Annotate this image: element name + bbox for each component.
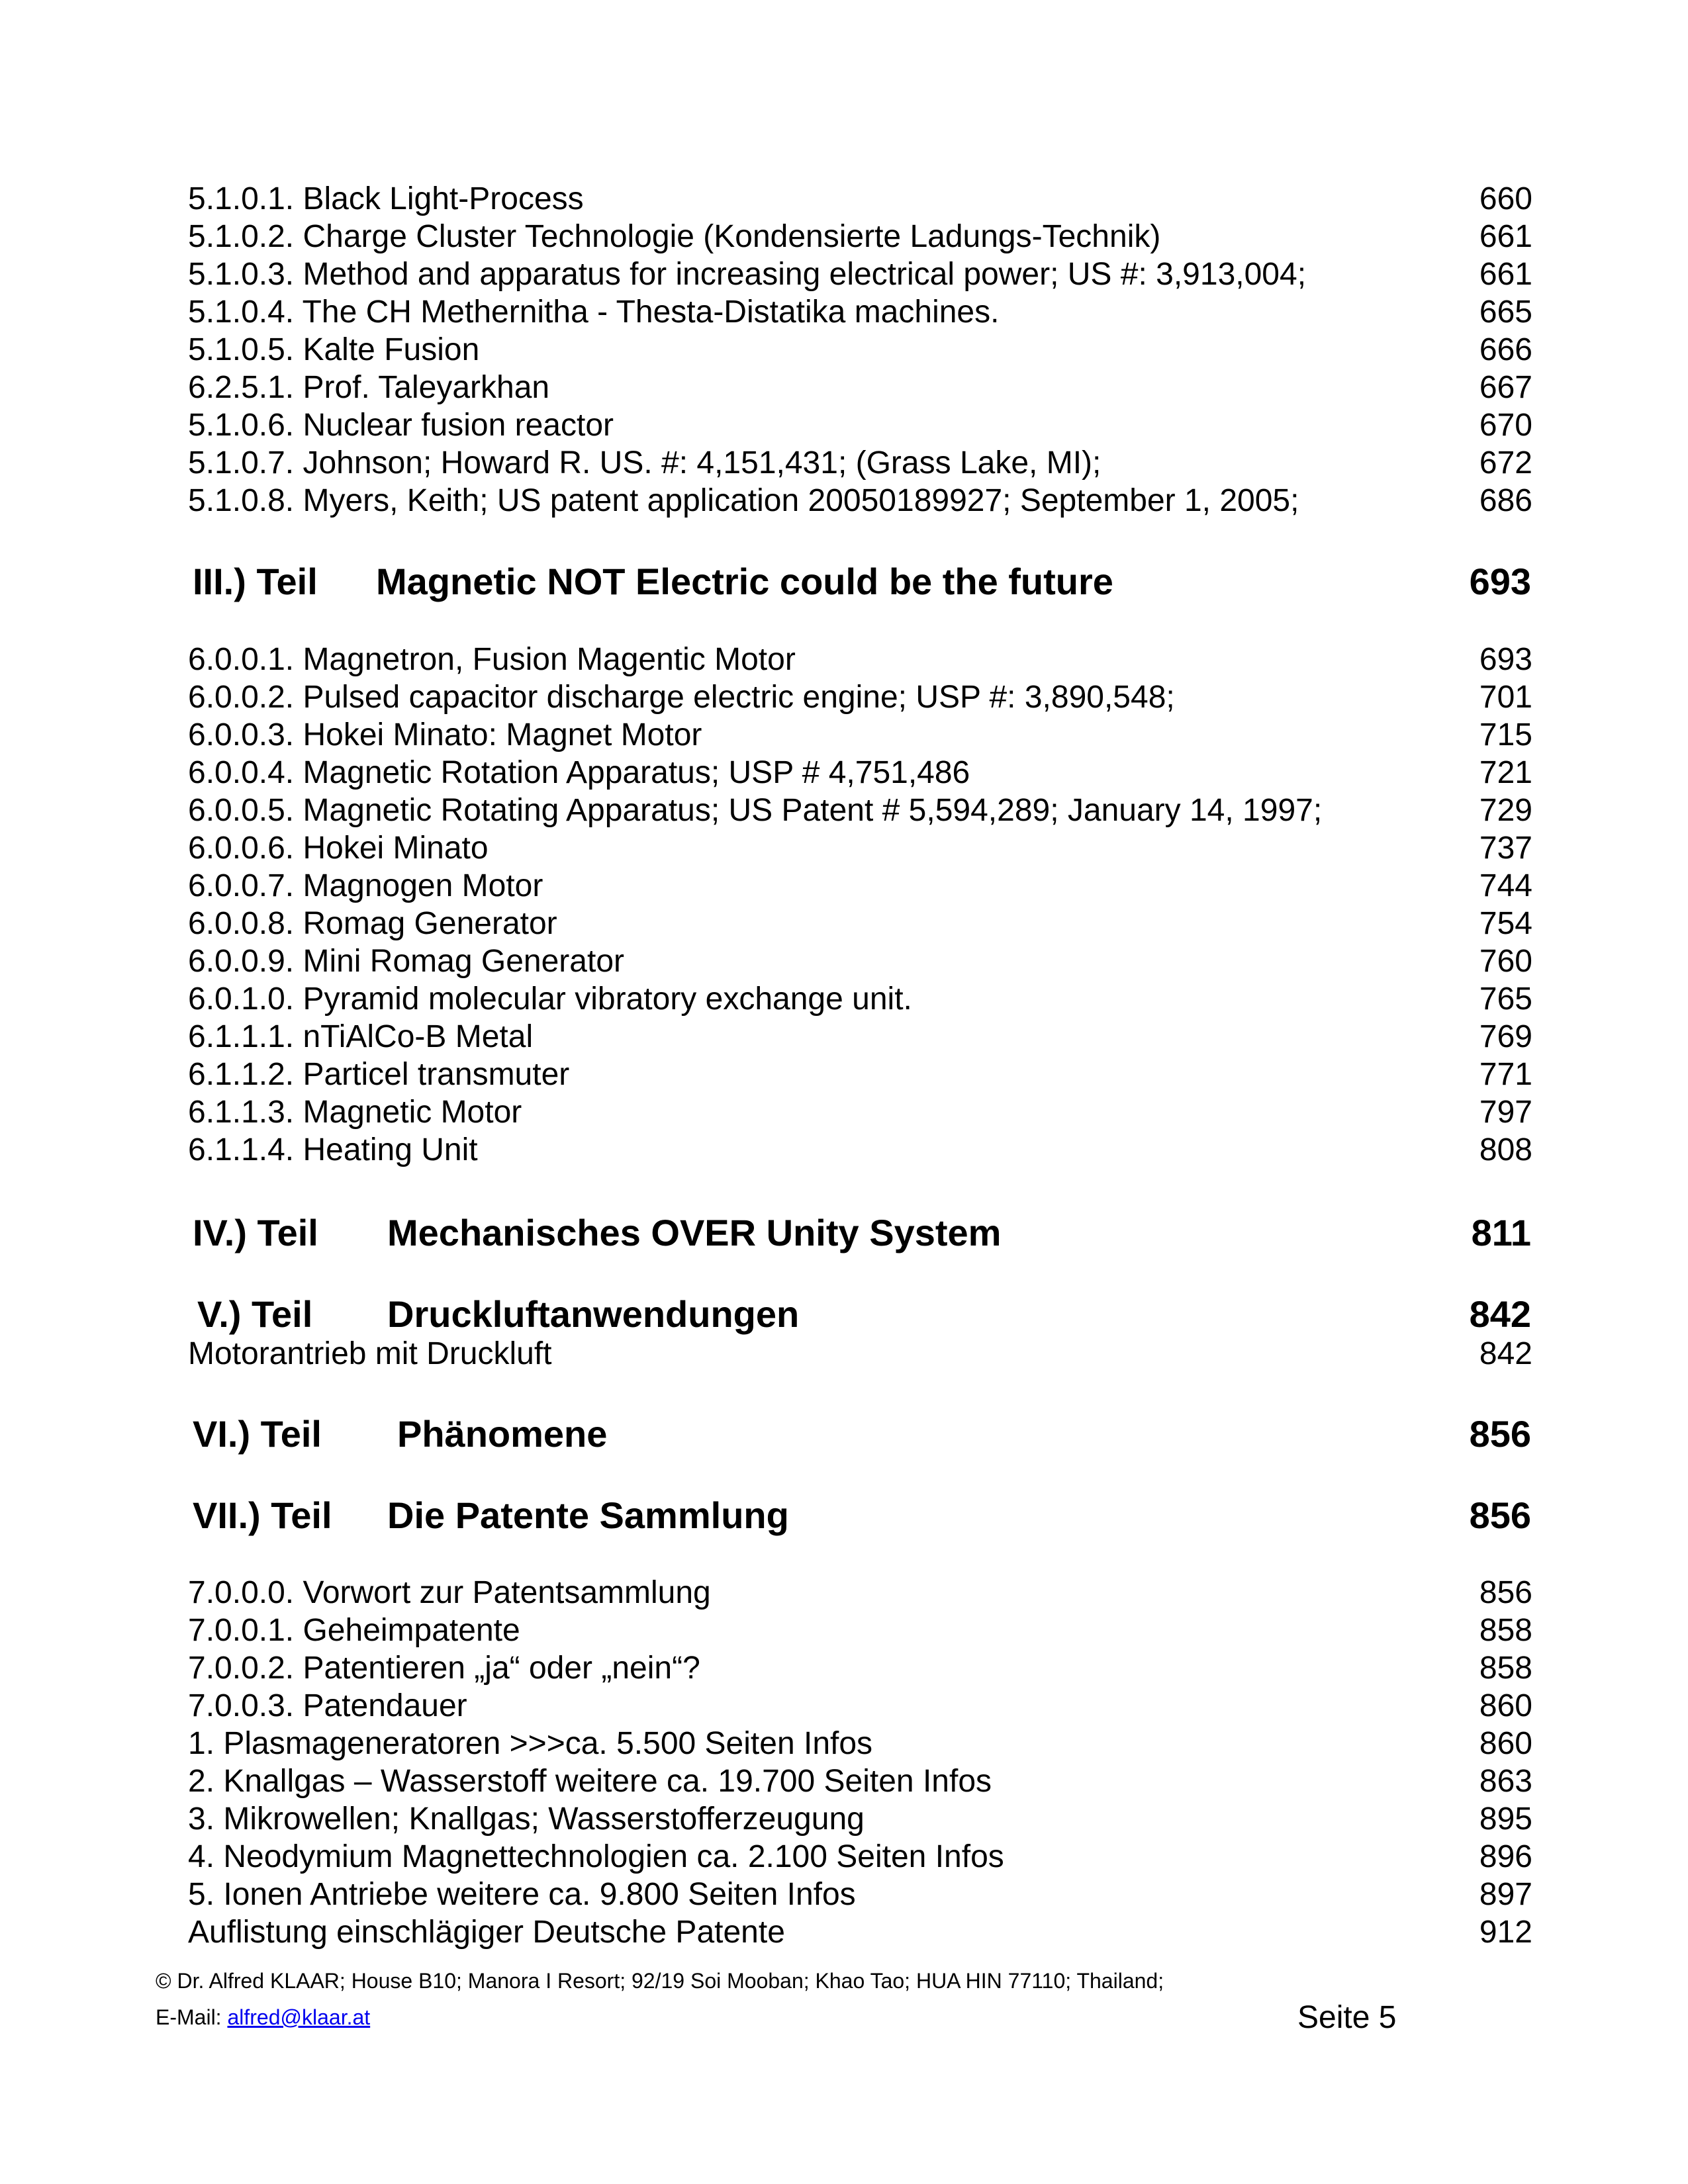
toc-entry-title: 6.1.1.2. Particel transmuter — [188, 1057, 570, 1092]
toc-entry[interactable] — [0, 829, 1688, 868]
toc-entry-page: 858 — [1479, 1651, 1532, 1686]
toc-entry[interactable] — [0, 444, 1688, 482]
page-number: Seite 5 — [1297, 2000, 1397, 2035]
toc-section-heading[interactable] — [0, 1293, 1688, 1336]
section-page: 856 — [1469, 1494, 1531, 1536]
toc-entry-page: 686 — [1479, 483, 1532, 518]
toc-entry[interactable] — [0, 1913, 1688, 1952]
toc-entry-title: 6.0.0.2. Pulsed capacitor discharge electric engine; USP #: 3,890,548; — [188, 680, 1175, 715]
toc-entry-page: 729 — [1479, 793, 1532, 828]
toc-entry-page: 760 — [1479, 944, 1532, 979]
toc-entry[interactable] — [0, 980, 1688, 1019]
toc-entry-page: 667 — [1479, 370, 1532, 405]
toc-entry-page: 808 — [1479, 1132, 1532, 1167]
toc-entry[interactable] — [0, 792, 1688, 830]
toc-entry[interactable] — [0, 1649, 1688, 1688]
section-title: Die Patente Sammlung — [387, 1494, 789, 1536]
toc-entry-page: 769 — [1479, 1019, 1532, 1054]
section-title: Mechanisches OVER Unity System — [387, 1212, 1002, 1253]
toc-entry-title: 6.0.0.7. Magnogen Motor — [188, 868, 543, 903]
toc-entry-page: 715 — [1479, 717, 1532, 752]
toc-section-heading[interactable] — [0, 1412, 1688, 1456]
toc-entry-page: 858 — [1479, 1613, 1532, 1648]
toc-entry[interactable] — [0, 1612, 1688, 1650]
toc-entry-title: 5.1.0.8. Myers, Keith; US patent application 20050189927; September 1, 2005; — [188, 483, 1299, 518]
toc-entry[interactable] — [0, 1093, 1688, 1132]
toc-entry-page: 660 — [1479, 181, 1532, 216]
toc-entry-title: 6.0.0.9. Mini Romag Generator — [188, 944, 624, 979]
toc-entry-title: 6.0.0.4. Magnetic Rotation Apparatus; USP # 4,751,486 — [188, 755, 970, 790]
toc-entry-page: 661 — [1479, 219, 1532, 254]
section-title: Druckluftanwendungen — [387, 1293, 800, 1335]
toc-entry-page: 721 — [1479, 755, 1532, 790]
toc-entry-title: 7.0.0.0. Vorwort zur Patentsammlung — [188, 1575, 711, 1610]
section-title: Magnetic NOT Electric could be the future — [376, 561, 1113, 602]
footer-email-line — [156, 2004, 370, 2030]
toc-entry[interactable] — [0, 867, 1688, 905]
toc-entry-title: Motorantrieb mit Druckluft — [188, 1336, 552, 1371]
toc-entry-title: 7.0.0.1. Geheimpatente — [188, 1613, 520, 1648]
toc-entry-page: 665 — [1479, 295, 1532, 330]
toc-entry-title: 6.0.1.0. Pyramid molecular vibratory exchange unit. — [188, 981, 912, 1017]
section-page: 811 — [1471, 1212, 1531, 1253]
toc-entry-page: 670 — [1479, 408, 1532, 443]
toc-entry-page: 737 — [1479, 831, 1532, 866]
toc-entry-title: 6.0.0.3. Hokei Minato: Magnet Motor — [188, 717, 702, 752]
section-number: IV.) Teil — [193, 1212, 318, 1253]
section-number: III.) Teil — [193, 561, 318, 602]
toc-entry[interactable] — [0, 905, 1688, 943]
toc-section-heading[interactable] — [0, 560, 1688, 604]
toc-entry-title: 7.0.0.3. Patendauer — [188, 1688, 467, 1723]
toc-entry[interactable] — [0, 1800, 1688, 1839]
toc-entry-title: 5.1.0.1. Black Light-Process — [188, 181, 584, 216]
toc-entry-page: 666 — [1479, 332, 1532, 367]
toc-entry-title: 5.1.0.3. Method and apparatus for increasing electrical power; US #: 3,913,004; — [188, 257, 1307, 292]
toc-entry-page: 842 — [1479, 1336, 1532, 1371]
toc-entry[interactable] — [0, 678, 1688, 717]
toc-entry-page: 765 — [1479, 981, 1532, 1017]
toc-entry-page: 860 — [1479, 1726, 1532, 1761]
toc-entry-title: 5.1.0.4. The CH Methernitha - Thesta-Distatika machines. — [188, 295, 1000, 330]
footer-address: © Dr. Alfred KLAAR; House B10; Manora I Resort; 92/19 Soi Mooban; Khao Tao; HUA HIN 77110; Thailand; — [156, 1969, 1164, 1993]
footer-email-label: E-Mail: — [156, 2005, 228, 2029]
toc-entry[interactable] — [0, 942, 1688, 981]
toc-entry-title: 5. Ionen Antriebe weitere ca. 9.800 Seiten Infos — [188, 1877, 856, 1912]
toc-entry-page: 661 — [1479, 257, 1532, 292]
toc-entry-page: 856 — [1479, 1575, 1532, 1610]
toc-entry[interactable] — [0, 1687, 1688, 1725]
toc-entry[interactable] — [0, 1762, 1688, 1801]
toc-entry-title: 6.1.1.4. Heating Unit — [188, 1132, 478, 1167]
toc-section-heading[interactable] — [0, 1211, 1688, 1255]
toc-entry-title: 5.1.0.5. Kalte Fusion — [188, 332, 480, 367]
section-page: 856 — [1469, 1413, 1531, 1455]
toc-entry-title: 4. Neodymium Magnettechnologien ca. 2.100 Seiten Infos — [188, 1839, 1004, 1874]
toc-entry-page: 860 — [1479, 1688, 1532, 1723]
toc-entry-page: 912 — [1479, 1915, 1532, 1950]
email-link[interactable]: alfred@klaar.at — [227, 2005, 371, 2029]
toc-section-heading[interactable] — [0, 1494, 1688, 1537]
toc-entry-page: 701 — [1479, 680, 1532, 715]
toc-entry-page: 693 — [1479, 642, 1532, 677]
toc-entry-page: 897 — [1479, 1877, 1532, 1912]
toc-entry-title: 5.1.0.6. Nuclear fusion reactor — [188, 408, 614, 443]
toc-entry-title: 2. Knallgas – Wasserstoff weitere ca. 19.700 Seiten Infos — [188, 1764, 992, 1799]
toc-entry[interactable] — [0, 293, 1688, 332]
toc-entry-title: 6.2.5.1. Prof. Taleyarkhan — [188, 370, 550, 405]
section-number: VII.) Teil — [193, 1494, 332, 1536]
toc-entry[interactable] — [0, 1018, 1688, 1056]
toc-entry[interactable] — [0, 1574, 1688, 1612]
section-page: 842 — [1469, 1293, 1531, 1335]
toc-entry[interactable] — [0, 1838, 1688, 1876]
toc-entry[interactable] — [0, 1335, 1688, 1373]
toc-entry[interactable] — [0, 406, 1688, 445]
toc-entry-page: 896 — [1479, 1839, 1532, 1874]
toc-entry-page: 754 — [1479, 906, 1532, 941]
toc-entry-title: Auflistung einschlägiger Deutsche Patente — [188, 1915, 785, 1950]
toc-entry-page: 672 — [1479, 445, 1532, 480]
toc-entry-title: 6.0.0.6. Hokei Minato — [188, 831, 489, 866]
toc-entry-title: 1. Plasmageneratoren >>>ca. 5.500 Seiten Infos — [188, 1726, 873, 1761]
toc-entry[interactable] — [0, 255, 1688, 294]
toc-entry[interactable] — [0, 1056, 1688, 1094]
toc-entry-page: 744 — [1479, 868, 1532, 903]
toc-entry-page: 797 — [1479, 1095, 1532, 1130]
section-page: 693 — [1469, 561, 1531, 602]
section-number: VI.) Teil — [193, 1413, 322, 1455]
toc-entry-page: 771 — [1479, 1057, 1532, 1092]
toc-entry[interactable] — [0, 180, 1688, 218]
toc-entry[interactable] — [0, 754, 1688, 792]
toc-entry-title: 7.0.0.2. Patentieren „ja“ oder „nein“? — [188, 1651, 700, 1686]
toc-entry[interactable] — [0, 641, 1688, 679]
section-number: V.) Teil — [197, 1293, 313, 1335]
toc-entry-title: 6.0.0.8. Romag Generator — [188, 906, 557, 941]
toc-entry-title: 6.0.0.5. Magnetic Rotating Apparatus; US Patent # 5,594,289; January 14, 1997; — [188, 793, 1323, 828]
toc-entry[interactable] — [0, 716, 1688, 754]
toc-entry-title: 6.1.1.1. nTiAlCo-B Metal — [188, 1019, 534, 1054]
toc-entry[interactable] — [0, 331, 1688, 369]
toc-entry[interactable] — [0, 1725, 1688, 1763]
toc-entry-title: 6.0.0.1. Magnetron, Fusion Magentic Motor — [188, 642, 796, 677]
toc-entry[interactable] — [0, 369, 1688, 407]
toc-entry-page: 863 — [1479, 1764, 1532, 1799]
section-title: Phänomene — [397, 1413, 608, 1455]
toc-entry-page: 895 — [1479, 1801, 1532, 1837]
toc-entry-title: 5.1.0.7. Johnson; Howard R. US. #: 4,151,431; (Grass Lake, MI); — [188, 445, 1102, 480]
toc-entry-title: 6.1.1.3. Magnetic Motor — [188, 1095, 522, 1130]
toc-entry[interactable] — [0, 1876, 1688, 1914]
toc-entry-title: 3. Mikrowellen; Knallgas; Wasserstofferzeugung — [188, 1801, 865, 1837]
toc-entry[interactable] — [0, 482, 1688, 520]
toc-entry[interactable] — [0, 1131, 1688, 1169]
toc-entry-title: 5.1.0.2. Charge Cluster Technologie (Kondensierte Ladungs-Technik) — [188, 219, 1161, 254]
toc-entry[interactable] — [0, 218, 1688, 256]
